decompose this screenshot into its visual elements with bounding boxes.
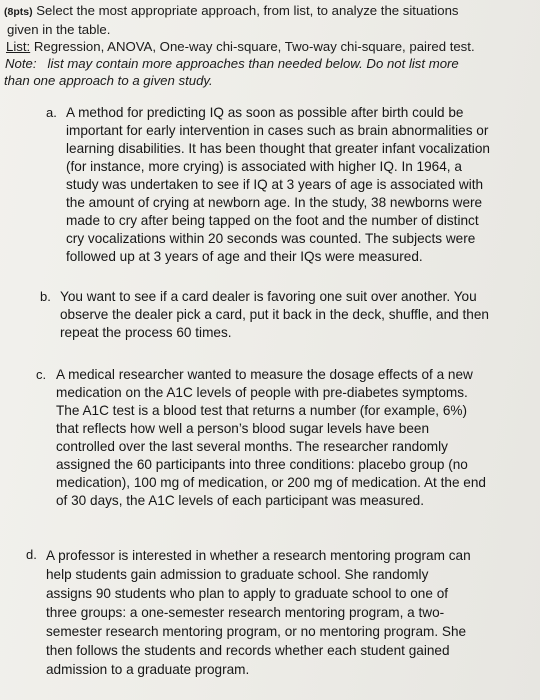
question-line: admission to a graduate program. [46, 662, 250, 677]
instructions-text: Select the most appropriate approach, from list, to analyze the situations [36, 3, 459, 18]
question-line: assigns 90 students who plan to apply to graduate school to one of [46, 586, 449, 601]
question-line: that reflects how well a person’s blood sugar levels have been [56, 421, 430, 436]
question-line: The A1C test is a blood test that returns a number (for example, 6%) [56, 403, 468, 418]
question-text [60, 288, 489, 342]
question-marker: a. [46, 105, 57, 120]
list-line [4, 38, 524, 55]
note-text-1: list may contain more approaches than needed below. Do not list more [47, 56, 459, 71]
question-line: repeat the process 60 times. [60, 325, 232, 340]
question-line: study was undertaken to see if IQ at 3 years of age is associated with [66, 177, 484, 192]
instructions-line-1 [4, 2, 524, 21]
question-line: A method for predicting IQ as soon as possible after birth could be [66, 105, 464, 120]
note-line-1 [4, 55, 524, 72]
question-line: controlled over the last several months. The researcher randomly [56, 439, 448, 454]
question-line: then follows the students and records whether each student gained [46, 643, 450, 658]
question-line: You want to see if a card dealer is favoring one suit over another. You [60, 289, 477, 304]
list-items: Regression, ANOVA, One-way chi-square, Two-way chi-square, paired test. [33, 39, 475, 54]
question-line: made to cry after being tapped on the foot and the number of distinct [66, 213, 479, 228]
question-line: A medical researcher wanted to measure the dosage effects of a new [56, 367, 473, 382]
question-marker: b. [40, 289, 51, 304]
question-marker: d. [26, 547, 37, 562]
question-line: important for early intervention in cases such as brain abnormalities or [66, 123, 489, 138]
question-line: semester research mentoring program, or no mentoring program. She [46, 624, 467, 639]
question-line: followed up at 3 years of age and their IQs were measured. [66, 249, 423, 264]
note-line-2: than one approach to a given study. [4, 73, 213, 88]
note-label: Note: [5, 56, 37, 71]
question-line: the amount of crying at newborn age. In the study, 38 newborns were [66, 195, 483, 210]
question-line: observe the dealer pick a card, put it back in the deck, shuffle, and then [60, 307, 489, 322]
question-line: three groups: a one-semester research mentoring program, a two- [46, 605, 445, 620]
question-line: cry vocalizations within 20 seconds was counted. The subjects were [66, 231, 476, 246]
question-line: medication on the A1C levels of people with pre-diabetes symptoms. [56, 385, 468, 400]
question-line: assigned the 60 participants into three conditions: placebo group (no [56, 457, 468, 472]
instructions-header [4, 2, 524, 89]
question-line: help students gain admission to graduate school. She randomly [46, 567, 429, 582]
points-label: (8pts) [4, 6, 33, 18]
list-label: List: [6, 39, 31, 54]
question-line: of 30 days, the A1C levels of each participant was measured. [56, 493, 424, 508]
question-text [46, 546, 471, 679]
question-line: learning disabilities. It has been thought that greater infant vocalization [66, 141, 490, 156]
question-line: medication), 100 mg of medication, or 200 mg of medication. At the end [56, 475, 486, 490]
question-text [66, 104, 490, 266]
question-line: A professor is interested in whether a research mentoring program can [46, 548, 471, 563]
question-line: (for instance, more crying) is associated with higher IQ. In 1964, a [66, 159, 462, 174]
question-marker: c. [36, 367, 47, 382]
question-text [56, 366, 486, 510]
instructions-line-2: given in the table. [7, 22, 111, 37]
